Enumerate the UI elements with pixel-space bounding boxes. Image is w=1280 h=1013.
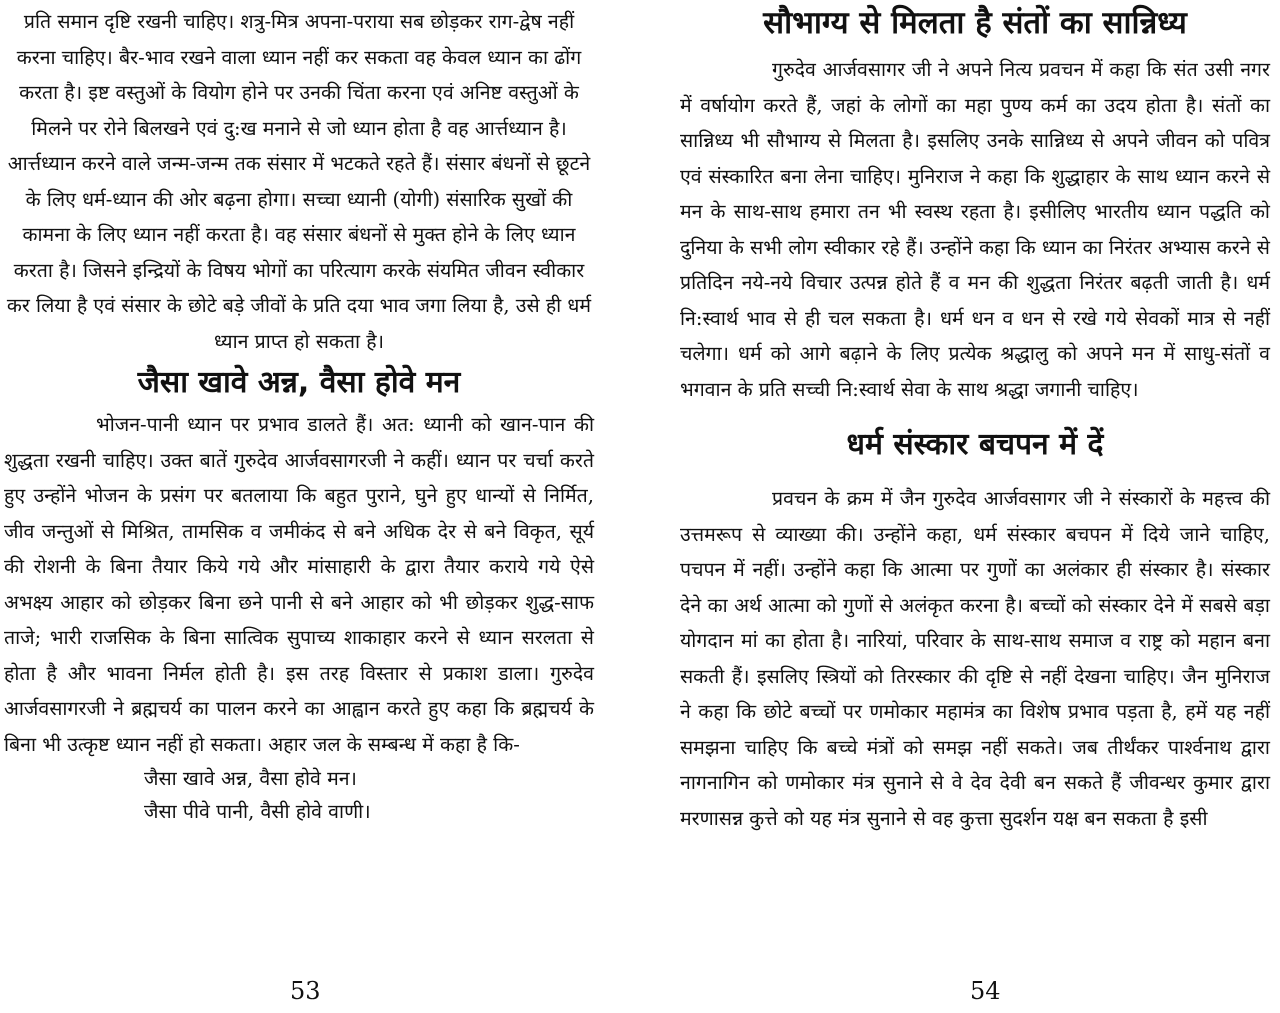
saints-paragraph: गुरुदेव आर्जवसागर जी ने अपने नित्य प्रवचन में कहा कि संत उसी नगर में वर्षायोग करते हैं, जहां के लोगों का महा पुण्य कर्म का उदय होता है। संतों का सान्निध्य भी सौभाग्य से मिलता है। इसलिए उनके सान्निध्य से अपने जीवन को पवित्र एवं संस्कारित बना लेना चाहिए। मुनिराज ने कहा कि शुद्धाहार के साथ ध्यान करने से मन के साथ-साथ हमारा तन भी स्वस्थ रहता है। इसीलिए भारतीय ध्यान पद्धति को दुनिया के सभी लोग स्वीकार रहे हैं। उन्होंने कहा कि ध्यान का निरंतर अभ्यास करने से प्रतिदिन नये-नये विचार उत्पन्न होते हैं व मन की शुद्धता निरंतर बढ़ती जाती है। धर्म नि:स्वार्थ भाव से ही चल सकता है। धर्म धन व धन से रखे गये सेवकों मात्र से नहीं चलेगा। धर्म को आगे बढ़ाने के लिए प्रत्येक श्रद्धालु को अपने मन में साधु-संतों व भगवान के प्रति सच्ची नि:स्वार्थ सेवा के साथ श्रद्धा जगानी चाहिए। bbox=[680, 58, 1270, 401]
childhood-paragraph: प्रवचन के क्रम में जैन गुरुदेव आर्जवसागर जी ने संस्कारों के महत्त्व की उत्तमरूप से व्याख्या की। उन्होंने कहा, धर्म संस्कार बचपन में दिये जाने चाहिए, पचपन में नहीं। उन्होंने कहा कि आत्मा पर गुणों का अलंकार ही संस्कार है। संस्कार देने का अर्थ आत्मा को गुणों से अलंकृत करना है। बच्चों को संस्कार देने में सबसे बड़ा योगदान मां का होता है। नारियां, परिवार के साथ-साथ समाज व राष्ट्र को महान बना सकती हैं। इसलिए स्त्रियों को तिरस्कार की दृष्टि से नहीं देखना चाहिए। जैन मुनिराज ने कहा कि छोटे बच्चों पर णमोकार महामंत्र का विशेष प्रभाव पड़ता है, हमें यह नहीं समझना चाहिए कि बच्चे मंत्रों को समझ नहीं सकते। जब तीर्थंकर पार्श्वनाथ द्वारा नागनागिन को णमोकार मंत्र सुनाने से वे देव देवी बन सकते हैं जीवन्धर कुमार द्वारा मरणासन्न कुत्ते को यह मंत्र सुनाने से वह कुत्ता सुदर्शन यक्ष बन सकता है इसी bbox=[680, 487, 1270, 830]
verse-line-2: जैसा पीवे पानी, वैसी होवे वाणी। bbox=[144, 800, 371, 823]
page-number-right: 54 bbox=[970, 977, 1001, 1005]
right-page bbox=[680, 0, 1280, 1013]
page-number-left: 53 bbox=[290, 977, 321, 1005]
food-paragraph: भोजन-पानी ध्यान पर प्रभाव डालते हैं। अत: ध्यानी को खान-पान की शुद्धता रखनी चाहिए। उक्त बातें गुरुदेव आर्जवसागरजी ने कहीं। ध्यान पर चर्चा करते हुए उन्होंने भोजन के प्रसंग पर बतलाया कि बहुत पुराने, घुने हुए धान्यों से निर्मित, जीव जन्तुओं से मिश्रित, तामसिक व जमीकंद से बने अधिक देर से बने विकृत, सूर्य की रोशनी के बिना तैयार किये गये और मांसाहारी के द्वारा तैयार कराये गये ऐसे अभक्ष्य आहार को छोड़कर बिना छने पानी से बने आहार को भी छोड़कर शुद्ध-साफ ताजे; भारी राजसिक के बिना सात्विक सुपाच्य शाकाहार करने से ध्यान सरलता से होता है और भावना निर्मल होती है। इस तरह विस्तार से प्रकाश डाला। गुरुदेव आर्जवसागरजी ने ब्रह्मचर्य का पालन करने का आह्वान करते हुए कहा कि ब्रह्मचर्य के बिना भी उत्कृष्ट ध्यान नहीं हो सकता। अहार जल के सम्बन्ध में कहा है कि- bbox=[4, 413, 594, 756]
intro-paragraph: प्रति समान दृष्टि रखनी चाहिए। शत्रु-मित्र अपना-पराया सब छोड़कर राग-द्वेष नहीं करना चाहिए। बैर-भाव रखने वाला ध्यान नहीं कर सकता वह केवल ध्यान का ढोंग करता है। इष्ट वस्तुओं के वियोग होने पर उनकी चिंता करना एवं अनिष्ट वस्तुओं के मिलने पर रोने बिलखने एवं दु:ख मनाने से जो ध्यान होता है वह आर्त्तध्यान है। आर्त्तध्यान करने वाले जन्म-जन्म तक संसार में भटकते रहते हैं। संसार बंधनों से छूटने के लिए धर्म-ध्यान की ओर बढ़ना होगा। सच्चा ध्यानी (योगी) संसारिक सुखों की कामना के लिए ध्यान नहीं करता है। वह संसार बंधनों से मुक्त होने के लिए ध्यान करता है। जिसने इन्द्रियों के विषय भोगों का परित्याग करके संयमित जीवन स्वीकार कर लिया है एवं संसार के छोटे बड़े जीवों के प्रति दया भाव जगा लिया है, उसे ही धर्म ध्यान प्राप्त हो सकता है। bbox=[6, 10, 592, 353]
section-heading-childhood: धर्म संस्कार बचपन में दें bbox=[846, 427, 1104, 462]
section-heading-food: जैसा खावे अन्न, वैसा होवे मन bbox=[137, 365, 461, 400]
verse-line-1: जैसा खावे अन्न, वैसा होवे मन। bbox=[144, 767, 357, 790]
left-page bbox=[0, 0, 600, 1013]
section-heading-saints: सौभाग्य से मिलता है संतों का सान्निध्य bbox=[763, 5, 1187, 41]
